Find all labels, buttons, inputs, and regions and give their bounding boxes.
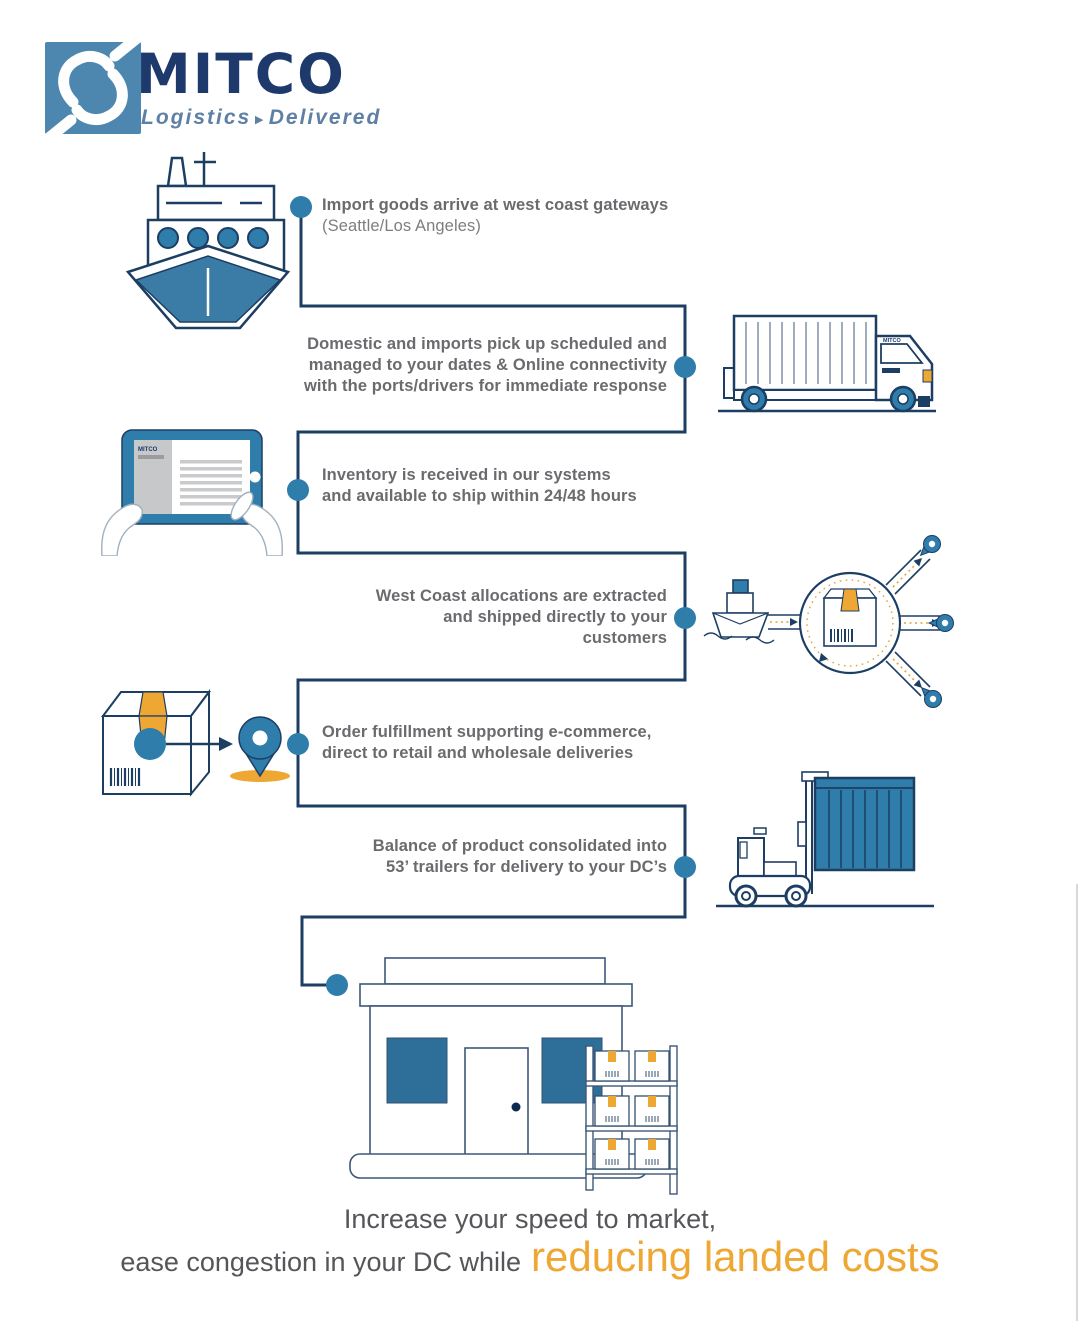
tagline-logistics: Logistics (141, 106, 252, 129)
footer-highlight: reducing landed costs (531, 1233, 940, 1280)
page-edge-line (1076, 884, 1078, 1321)
step-1-line-2: (Seattle/Los Angeles) (322, 217, 481, 235)
step-4-west-coast-allocations (267, 586, 667, 649)
cargo-ship-icon (122, 146, 294, 332)
step-3-line-1: Inventory is received in our systems (322, 466, 611, 484)
feeder-ship (713, 580, 768, 637)
step-4-line-2: and shipped directly to your (443, 608, 667, 626)
rack-boxes (595, 1051, 669, 1169)
location-pin-icon (239, 717, 281, 776)
distribution-network-icon (700, 528, 955, 713)
tablet-inventory-icon (96, 424, 288, 556)
storage-rack (586, 1046, 677, 1194)
step-1-import-goods (322, 195, 722, 237)
step-3-inventory-received (322, 465, 722, 507)
step-2-pickup-scheduling (267, 334, 667, 397)
step-5-order-fulfillment (322, 722, 722, 764)
footer-line-2-gray: ease congestion in your DC while (120, 1247, 522, 1277)
footer-line-1: Increase your speed to market, (343, 1204, 717, 1234)
tagline-delivered: Delivered (268, 106, 382, 129)
step-5-line-2: direct to retail and wholesale deliveries (322, 744, 634, 762)
step-1-line-1: Import goods arrive at west coast gateways (322, 196, 669, 214)
forklift-container-icon (716, 766, 934, 912)
tagline-arrow-icon: ▸ (255, 111, 265, 128)
package-destination-icon (95, 676, 310, 804)
truck-brand-label: MITCO (883, 338, 901, 344)
step-5-line-1: Order fulfillment supporting e-commerce, (322, 723, 652, 741)
step-2-line-1: Domestic and imports pick up scheduled and (307, 335, 667, 353)
brand-name: MITCO (136, 42, 346, 106)
step-2-line-3: with the ports/drivers for immediate response (303, 377, 667, 395)
step-4-line-3: customers (582, 629, 667, 647)
step-3-line-2: and available to ship within 24/48 hours (322, 487, 637, 505)
step-2-line-2: managed to your dates & Online connectivity (308, 356, 667, 374)
step-6-line-1: Balance of product consolidated into (372, 837, 667, 855)
footer-line-2 (0, 1231, 1060, 1288)
step-6-trailer-consolidation (267, 836, 667, 878)
box-truck-icon (716, 310, 938, 416)
step-4-line-1: West Coast allocations are extracted (375, 587, 667, 605)
step-6-line-2: 53’ trailers for delivery to your DC’s (385, 858, 667, 876)
tablet-brand-label: MITCO (138, 447, 158, 453)
warehouse-icon (340, 948, 695, 1198)
parcel-barcode (831, 629, 852, 642)
